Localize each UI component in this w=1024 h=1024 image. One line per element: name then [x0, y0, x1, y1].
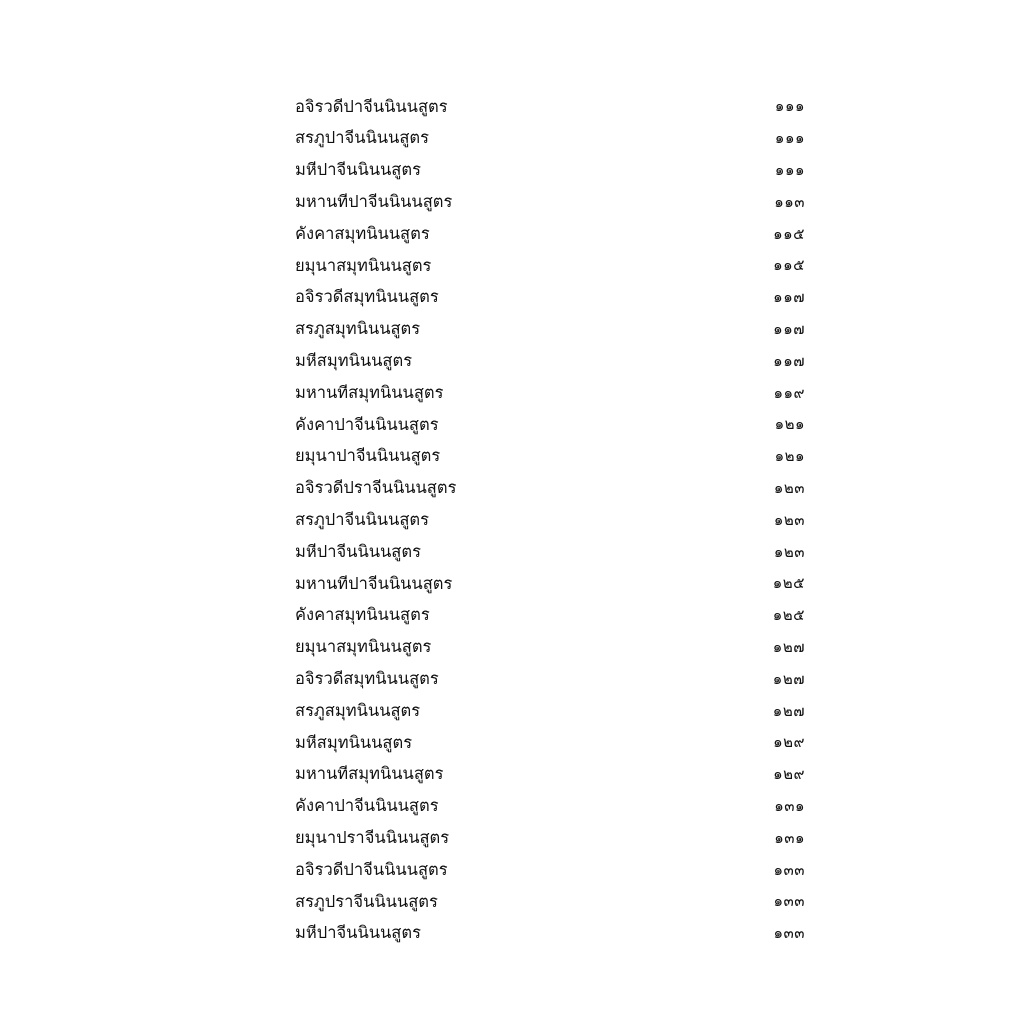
toc-entry-page-number: ๑๓๓ [773, 892, 805, 911]
toc-entry-page-number: ๑๒๗ [772, 637, 805, 656]
toc-entry-title: อจิรวดีปาจีนนินนสูตร [295, 859, 448, 879]
toc-entry [295, 250, 805, 282]
toc-entry-page-number: ๑๑๓ [774, 192, 805, 211]
toc-entry-page-number: ๑๓๓ [773, 924, 805, 943]
toc-entry [295, 854, 805, 886]
toc-entry-title: มหีสมุทนินนสูตร [295, 732, 413, 752]
toc-entry [295, 600, 805, 632]
toc-entry-title: อจิรวดีสมุทนินนสูตร [295, 287, 439, 307]
toc-entry-title: ยมุนาปราจีนนินนสูตร [295, 827, 450, 847]
toc-entry-title: สรภูสมุทนินนสูตร [295, 700, 421, 720]
toc-entry-page-number: ๑๒๓ [773, 542, 805, 561]
toc-entry-title: มหีสมุทนินนสูตร [295, 351, 413, 371]
toc-entry [295, 441, 805, 473]
toc-entry [295, 632, 805, 664]
toc-entry [295, 123, 805, 155]
toc-entry [295, 822, 805, 854]
toc-entry-title: มหานทีสมุทนินนสูตร [295, 382, 444, 402]
toc-entry [295, 314, 805, 346]
toc-entry-page-number: ๑๑๕ [773, 224, 805, 243]
toc-entry [295, 568, 805, 600]
toc-entry-page-number: ๑๑๙ [773, 383, 805, 402]
toc-entry-page-number: ๑๒๙ [773, 765, 805, 784]
table-of-contents [295, 91, 805, 950]
toc-entry-title: อจิรวดีปาจีนนินนสูตร [295, 96, 448, 116]
toc-entry-page-number: ๑๑๕ [773, 256, 805, 275]
toc-entry [295, 155, 805, 187]
toc-entry-title: มหีปาจีนนินนสูตร [295, 923, 421, 943]
toc-entry [295, 918, 805, 950]
toc-entry [295, 345, 805, 377]
toc-entry-title: สรภูปราจีนนินนสูตร [295, 891, 438, 911]
toc-entry-page-number: ๑๒๕ [772, 574, 805, 593]
toc-entry [295, 695, 805, 727]
toc-entry [295, 536, 805, 568]
toc-entry-title: มหานทีปาจีนนินนสูตร [295, 192, 453, 212]
toc-entry-page-number: ๑๒๕ [772, 606, 805, 625]
toc-entry [295, 759, 805, 791]
toc-entry-page-number: ๑๒๙ [773, 733, 805, 752]
toc-entry [295, 504, 805, 536]
toc-entry-title: คังคาสมุทนินนสูตร [295, 223, 430, 243]
toc-entry-page-number: ๑๒๓ [773, 510, 805, 529]
toc-entry-page-number: ๑๑๗ [773, 288, 805, 307]
toc-entry-page-number: ๑๒๑ [774, 415, 805, 434]
toc-entry-page-number: ๑๑๑ [774, 160, 805, 179]
toc-entry-page-number: ๑๓๓ [773, 860, 805, 879]
toc-entry-title: คังคาปาจีนนินนสูตร [295, 796, 439, 816]
toc-entry-title: ยมุนาปาจีนนินนสูตร [295, 446, 441, 466]
toc-entry-title: คังคาปาจีนนินนสูตร [295, 414, 439, 434]
toc-entry-title: อจิรวดีปราจีนนินนสูตร [295, 478, 457, 498]
toc-entry-title: มหีปาจีนนินนสูตร [295, 160, 421, 180]
toc-entry [295, 91, 805, 123]
toc-entry-page-number: ๑๒๓ [773, 478, 805, 497]
toc-entry [295, 727, 805, 759]
toc-entry-title: อจิรวดีสมุทนินนสูตร [295, 668, 439, 688]
toc-entry-page-number: ๑๓๑ [774, 828, 805, 847]
toc-entry-page-number: ๑๑๑ [774, 129, 805, 148]
toc-entry [295, 186, 805, 218]
toc-entry [295, 409, 805, 441]
toc-entry-page-number: ๑๑๗ [773, 319, 805, 338]
toc-entry-title: สรภูสมุทนินนสูตร [295, 319, 421, 339]
toc-entry-title: มหานทีปาจีนนินนสูตร [295, 573, 453, 593]
toc-entry-page-number: ๑๒๑ [774, 447, 805, 466]
toc-entry-page-number: ๑๓๑ [774, 796, 805, 815]
toc-entry-title: ยมุนาสมุทนินนสูตร [295, 637, 432, 657]
toc-entry [295, 473, 805, 505]
toc-entry-page-number: ๑๑๑ [774, 97, 805, 116]
toc-entry-title: คังคาสมุทนินนสูตร [295, 605, 430, 625]
toc-entry [295, 282, 805, 314]
toc-entry [295, 218, 805, 250]
toc-entry [295, 663, 805, 695]
toc-entry-page-number: ๑๒๗ [772, 669, 805, 688]
toc-entry-page-number: ๑๑๗ [773, 351, 805, 370]
toc-entry-title: มหีปาจีนนินนสูตร [295, 541, 421, 561]
toc-entry [295, 791, 805, 823]
toc-entry-title: สรภูปาจีนนินนสูตร [295, 128, 429, 148]
toc-entry-title: สรภูปาจีนนินนสูตร [295, 510, 429, 529]
toc-entry-title: ยมุนาสมุทนินนสูตร [295, 255, 432, 275]
toc-entry-title: มหานทีสมุทนินนสูตร [295, 764, 444, 784]
toc-entry [295, 886, 805, 918]
toc-entry [295, 377, 805, 409]
toc-entry-page-number: ๑๒๗ [772, 701, 805, 720]
